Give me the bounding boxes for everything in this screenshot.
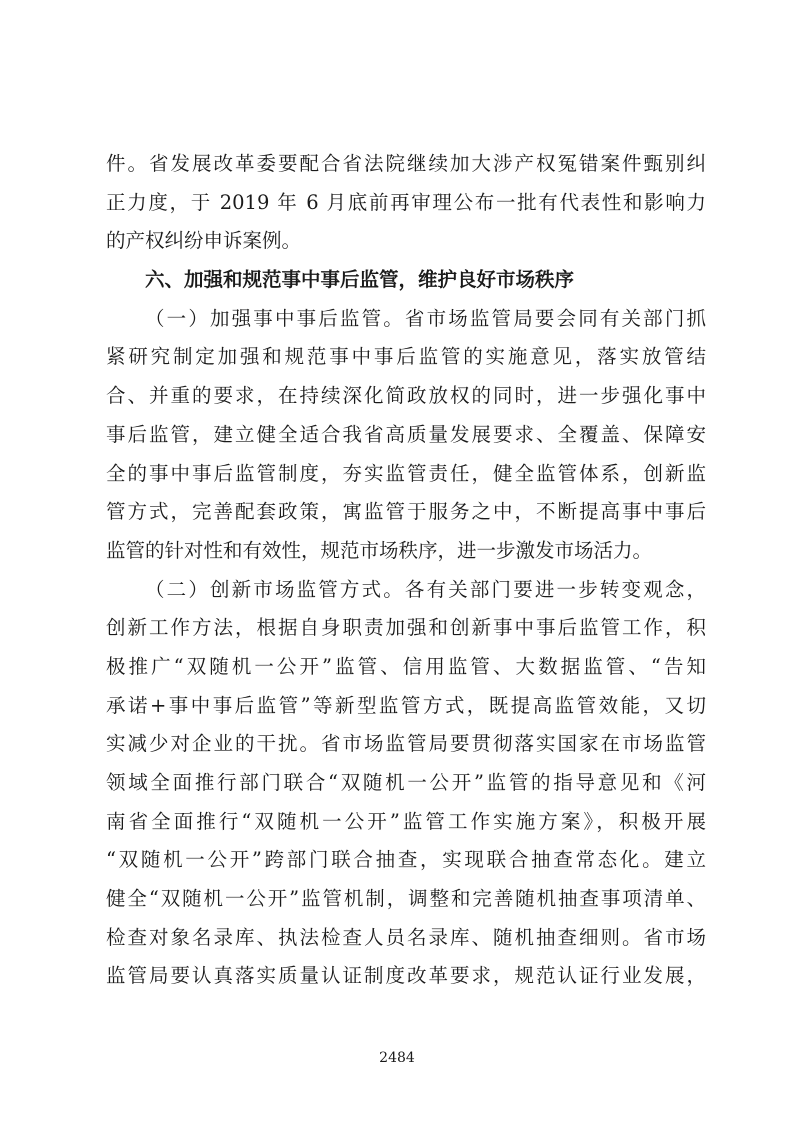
- text-line-14: 极推广“双随机一公开”监管、信用监管、大数据监管、“告知: [106, 654, 706, 678]
- page-number: 2484: [379, 1050, 415, 1066]
- text-line-19: “双随机一公开”跨部门联合抽查，实现联合抽查常态化。建立: [106, 848, 706, 872]
- text-line-9: 全的事中事后监管制度，夯实监管责任，健全监管体系，创新监: [106, 461, 706, 485]
- text-line-17: 领域全面推行部门联合“双随机一公开”监管的指导意见和《河: [106, 771, 706, 794]
- text-line-15: 承诺+事中事后监管”等新型监管方式，既提高监管效能，又切: [106, 693, 706, 717]
- document-body: [106, 145, 706, 996]
- text-line-21: 检查对象名录库、执法检查人员名录库、随机抽查细则。省市场: [106, 925, 706, 949]
- text-line-8: 事后监管，建立健全适合我省高质量发展要求、全覆盖、保障安: [106, 422, 706, 446]
- text-line-10: 管方式，完善配套政策，寓监管于服务之中，不断提高事中事后: [106, 500, 706, 524]
- text-line-1: 件。省发展改革委要配合省法院继续加大涉产权冤错案件甄别纠: [106, 152, 706, 175]
- text-line-11: 监管的针对性和有效性，规范市场秩序，进一步激发市场活力。: [106, 538, 653, 562]
- text-line-5: （一）加强事中事后监管。省市场监管局要会同有关部门抓: [145, 306, 706, 330]
- text-line-18: 南省全面推行“双随机一公开”监管工作实施方案》，积极开展: [106, 809, 706, 833]
- text-line-22: 监管局要认真落实质量认证制度改革要求，规范认证行业发展，: [106, 964, 706, 988]
- text-line-3: 的产权纠纷申诉案例。: [106, 229, 302, 253]
- text-line-2: 正力度，于 2019 年 6 月底前再审理公布一批有代表性和影响力: [106, 190, 706, 214]
- text-line-20: 健全“双随机一公开”监管机制，调整和完善随机抽查事项清单、: [106, 887, 706, 911]
- text-line-13: 创新工作方法，根据自身职责加强和创新事中事后监管工作，积: [106, 616, 706, 640]
- text-line-6: 紧研究制定加强和规范事中事后监管的实施意见，落实放管结: [106, 345, 706, 369]
- text-line-12: （二）创新市场监管方式。各有关部门要进一步转变观念，: [145, 577, 706, 601]
- text-line-7: 合、并重的要求，在持续深化简政放权的同时，进一步强化事中: [106, 384, 706, 408]
- section-heading: 六、加强和规范事中事后监管，维护良好市场秩序: [145, 268, 575, 292]
- text-line-16: 实减少对企业的干扰。省市场监管局要贯彻落实国家在市场监管: [106, 732, 706, 756]
